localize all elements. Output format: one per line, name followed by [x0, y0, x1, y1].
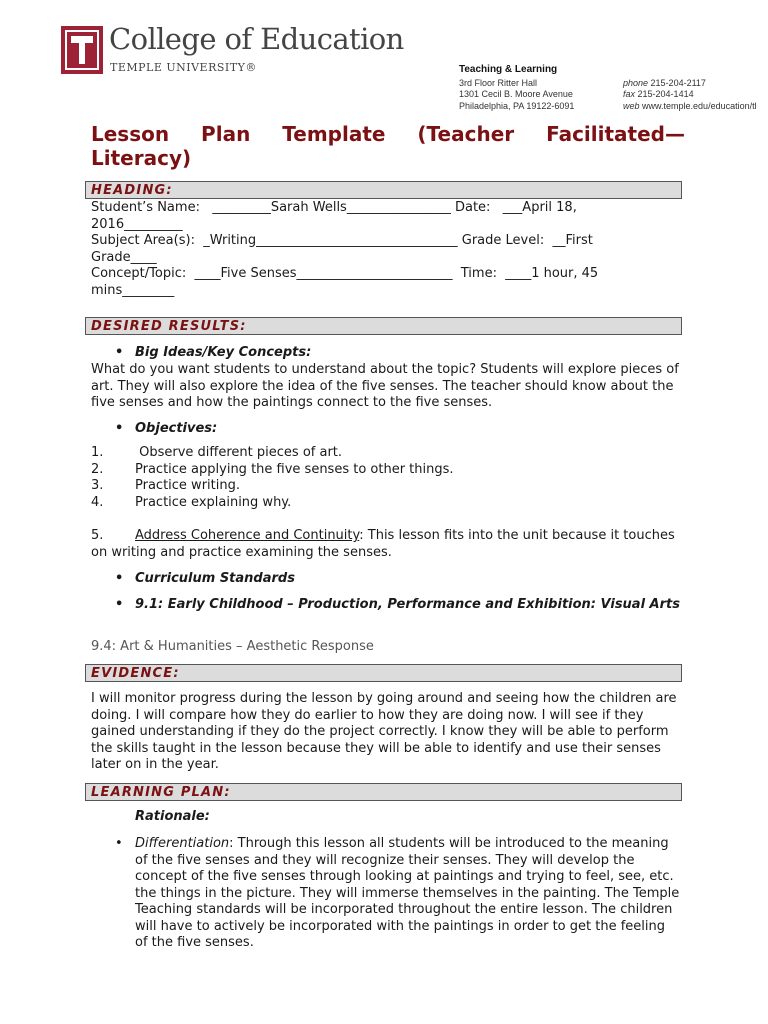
bullet-icon: •	[115, 836, 123, 851]
bullet-icon: •	[115, 421, 124, 436]
coherence-text: : This lesson fits into the unit because it touches on writing and practice examining the senses.	[91, 528, 675, 560]
bullet-icon: •	[115, 345, 124, 360]
temple-t-logo-icon	[61, 26, 103, 74]
coherence-label: Address Coherence and Continuity	[135, 528, 360, 543]
coherence-number: 5.	[91, 528, 104, 543]
section-header-heading: HEADING:	[85, 181, 682, 199]
standards-bullet	[91, 571, 681, 588]
phone-number: 215-204-2117	[650, 77, 706, 88]
heading-line-5: Concept/Topic: ____Five Senses________________________ Time: ____1 hour, 45	[91, 266, 599, 281]
big-ideas-label: Big Ideas/Key Concepts:	[135, 345, 312, 360]
differentiation-bullet	[91, 836, 681, 952]
bullet-icon: •	[115, 571, 124, 586]
bullet-icon: •	[115, 597, 124, 612]
standard-1-bullet	[91, 597, 681, 614]
web-address[interactable]: www.temple.edu/education/tl	[642, 100, 757, 111]
college-logo	[61, 22, 421, 78]
fax-number: 215-204-1414	[637, 89, 694, 99]
section-header-evidence: EVIDENCE:	[85, 664, 682, 682]
objectives-label: Objectives:	[135, 421, 218, 436]
coherence-paragraph	[91, 528, 681, 561]
rationale-heading	[91, 809, 681, 826]
standards-label: Curriculum Standards	[135, 571, 295, 586]
department-name: Teaching & Learning	[459, 64, 558, 75]
address-line-3: Philadelphia, PA 19122-6091	[459, 100, 575, 111]
contact-block	[459, 64, 759, 112]
evidence-text: I will monitor progress during the lesson by going around and seeing how the children are doing. I will compare how they do earlier to how they are doing now. I will see if they gained understanding if they do the project correctly. I know they will be able to perform the skills taught in the lesson because they will be able to identify and use their senses later on in the year.	[91, 691, 677, 772]
differentiation-label: Differentiation	[135, 836, 230, 851]
standard-1-text: 9.1: Early Childhood – Production, Performance and Exhibition: Visual Arts	[135, 597, 680, 612]
logo-title: College of Education	[109, 22, 404, 56]
heading-line-1: Student’s Name: _________Sarah Wells________________ Date: ___April 18,	[91, 200, 577, 215]
address-line-2: 1301 Cecil B. Moore Avenue	[459, 89, 573, 99]
heading-line-3: Subject Area(s): _Writing_______________________________ Grade Level: __First	[91, 233, 593, 248]
objective-item: 1. Observe different pieces of art.	[91, 445, 343, 460]
objectives-bullet	[91, 421, 681, 438]
big-ideas-bullet	[91, 345, 681, 362]
standard-2-text: 9.4: Art & Humanities – Aesthetic Response	[91, 639, 374, 654]
objective-item: 4. Practice explaining why.	[91, 494, 292, 510]
fax-label: fax	[623, 89, 636, 99]
address-line-1: 3rd Floor Ritter Hall	[459, 77, 538, 88]
web-label: web	[623, 100, 640, 111]
section-header-desired-results: DESIRED RESULTS:	[85, 317, 682, 335]
objective-item: 2. Practice applying the five senses to other things.	[91, 461, 454, 477]
rationale-label: Rationale:	[135, 809, 210, 824]
heading-line-4: Grade____	[91, 249, 157, 265]
section-header-learning-plan: LEARNING PLAN:	[85, 783, 682, 801]
phone-label: phone	[623, 77, 649, 88]
differentiation-text: : Through this lesson all students will be introduced to the meaning of the five senses and they will recognize their senses. They will develop the concept of the five senses through looking at paintings and trying to feel, see, etc. the things in the picture. They will immerse themselves in the painting. The Temple Teaching standards will be incorporated throughout the entire lesson. The children will have to actively be incorporated with the paintings in order to get the feeling of the five senses.	[135, 836, 680, 950]
big-ideas-text: What do you want students to understand about the topic? Students will explore pieces of art. They will also explore the idea of the five senses. The teacher should know about the five senses and how the paintings connect to the five senses.	[91, 362, 679, 410]
objective-item: 3. Practice writing.	[91, 478, 240, 493]
page-title: Lesson Plan Template (Teacher Facilitated—Literacy)	[91, 122, 685, 170]
heading-line-6: mins________	[91, 282, 175, 298]
heading-section	[91, 200, 681, 299]
objectives-list	[91, 445, 681, 511]
heading-line-2: 2016_________	[91, 216, 183, 232]
logo-subtitle: TEMPLE UNIVERSITY®	[110, 61, 257, 74]
